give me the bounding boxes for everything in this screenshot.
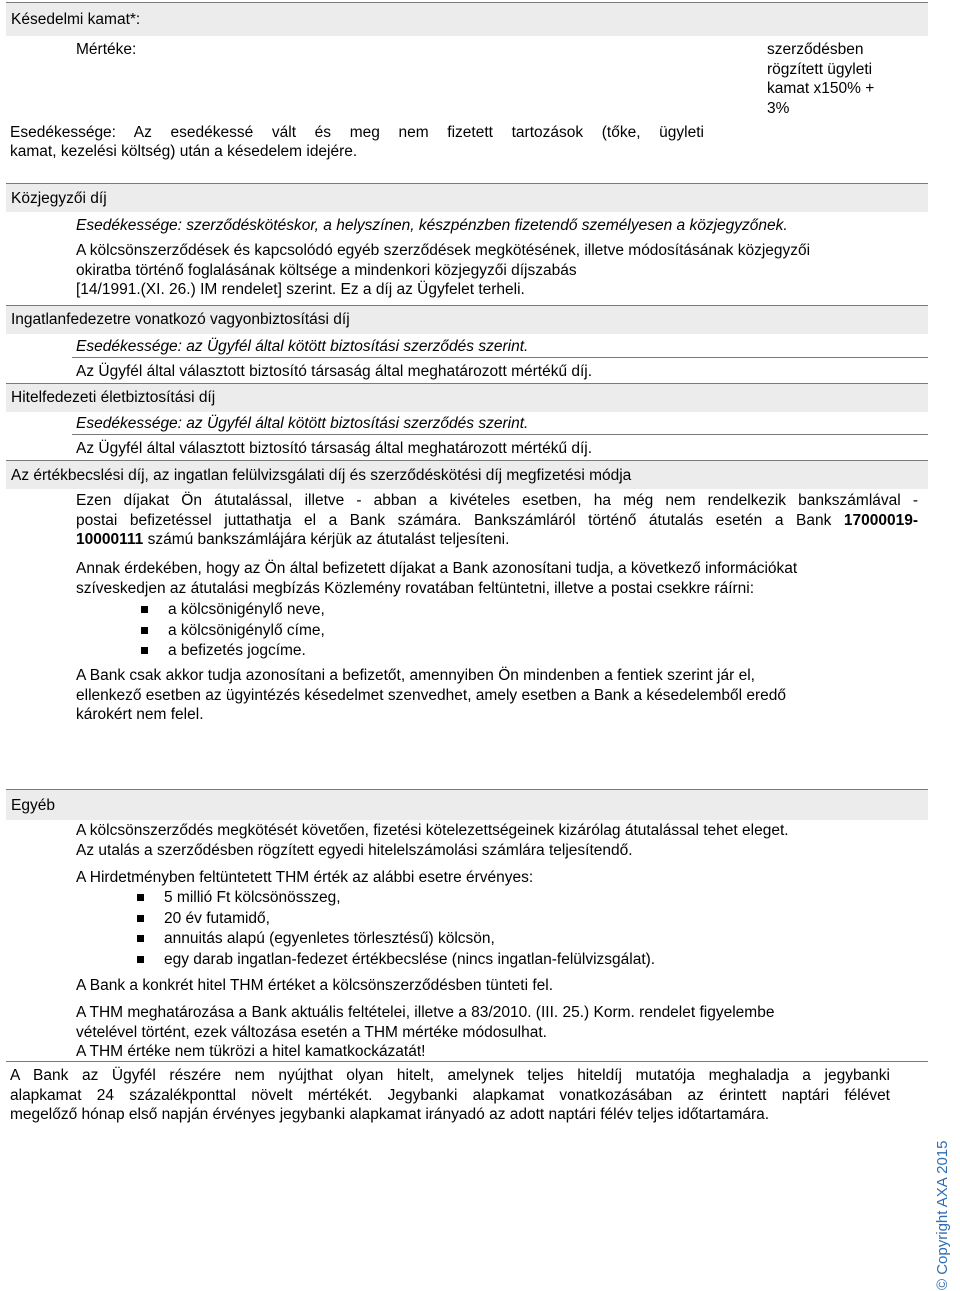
payment-paragraph-3: A Bank csak akkor tudja azonosítani a befizetőt, amennyiben Ön mindenben a fentiek szerint jár el, ellenkező esetben az ügyintézés késedelmet szenvedhet, amely esetben a Bank a késedelemből eredő károkért nem felel. [76, 667, 787, 723]
list-item: 20 év futamidő, [134, 909, 655, 930]
notary-text: A kölcsönszerződések és kapcsolódó egyéb szerződések megkötésének, illetve módosításának közjegyzői okiratba történő foglalásának költsége a mindenkori közjegyzői díjszabás [14/1991.(XI. 26.) IM rendelet] szerint. Ez a díj az Ügyfelet terheli. [76, 242, 811, 298]
payment-paragraph-2: Annak érdekében, hogy az Ön által befizetett díjakat a Bank azonosítani tudja, a következő információkat szíveskedjen az átutalási megbízás Közlemény rovatában feltüntetni, illetve a postai csekkre ráírni: [76, 560, 798, 597]
payment-header [6, 460, 928, 489]
payment-bullet-list [138, 600, 325, 662]
property-insurance-text: Az Ügyfél által választott biztosító társaság által meghatározott mértékű díj. [76, 363, 593, 380]
notary-header [6, 183, 928, 212]
life-insurance-header [6, 383, 928, 412]
late-interest-heading: Késedelmi kamat*: [11, 11, 141, 28]
life-insurance-heading: Hitelfedezeti életbiztosítási díj [11, 389, 216, 406]
copyright-notice: © Copyright AXA 2015 [934, 1140, 951, 1290]
divider [72, 357, 928, 358]
payment-paragraph-1: Ezen díjakat Ön átutalással, illetve - abban a kivételes esetben, ha még nem rendelkezik bankszámlával - postai befizetéssel juttathatja el a Bank számára. Bankszámláról történő átutalás esetén a Bank 17000019- 10000111 számú bankszámlájára kérjük az átutalást teljesíteni. [76, 492, 918, 548]
list-item: 5 millió Ft kölcsönösszeg, [134, 888, 655, 909]
bank-account-part2: 10000111 [76, 531, 144, 548]
other-footer: A Bank az Ügyfél részére nem nyújthat olyan hitelt, amelynek teljes hiteldíj mutatója meghaladja a jegybanki alapkamat 24 százalékponttal növelt mértékét. Jegybanki alapkamat vonatkozásában az érintett naptári félévet megelőző hónap első napján érvényes jegybanki alapkamat irányadó az adott naptári félév teljes időtartamára. [10, 1067, 890, 1123]
bank-account-part1: 17000019- [843, 511, 918, 529]
thm-basis: A THM meghatározása a Bank aktuális feltételei, illetve a 83/2010. (III. 25.) Korm. rendelet figyelembe vételével történt, ezek változása esetén a THM mértéke módosulhat. A THM értéke nem tükrözi a hitel kamatkockázatát! [76, 1004, 775, 1060]
thm-intro: A Hirdetményben feltüntetett THM érték az alábbi esetre érvényes: [76, 869, 534, 886]
thm-contract: A Bank a konkrét hitel THM értéket a kölcsönszerződésben tünteti fel. [76, 977, 554, 994]
late-interest-header [6, 2, 928, 36]
notary-heading: Közjegyzői díj [11, 190, 107, 207]
other-paragraph-1: A kölcsönszerződés megkötését követően, fizetési kötelezettségeinek kizárólag átutalással tehet eleget. Az utalás a szerződésben rögzített egyedi hitelelszámolási számlára teljesítendő. [76, 822, 789, 859]
property-insurance-heading: Ingatlanfedezetre vonatkozó vagyonbiztosítási díj [11, 311, 350, 328]
payment-heading: Az értékbecslési díj, az ingatlan felülvizsgálati díj és szerződéskötési díj megfizetési módja [11, 467, 632, 484]
list-item: annuitás alapú (egyenletes törlesztésű) kölcsön, [134, 929, 655, 950]
other-header [6, 789, 928, 820]
other-heading: Egyéb [11, 797, 55, 814]
divider [6, 1061, 928, 1062]
property-insurance-header [6, 305, 928, 334]
list-item: a befizetés jogcíme. [138, 641, 325, 662]
notary-due: Esedékessége: szerződéskötéskor, a helyszínen, készpénzben fizetendő személyesen a közjegyzőnek. [76, 217, 788, 234]
rate-label: Mértéke: [76, 41, 137, 58]
life-insurance-text: Az Ügyfél által választott biztosító társaság által meghatározott mértékű díj. [76, 440, 593, 457]
list-item: a kölcsönigénylő címe, [138, 621, 325, 642]
list-item: egy darab ingatlan-fedezet értékbecslése (nincs ingatlan-felülvizsgálat). [134, 950, 655, 971]
late-interest-due-line2: kamat, kezelési költség) után a késedelem idejére. [10, 143, 358, 160]
late-interest-due-line1: Esedékessége: Az esedékessé vált és meg nem fizetett tartozások (tőke, ügyleti [10, 124, 704, 141]
life-insurance-due: Esedékessége: az Ügyfél által kötött biztosítási szerződés szerint. [76, 415, 529, 432]
thm-bullet-list [134, 888, 655, 970]
property-insurance-due: Esedékessége: az Ügyfél által kötött biztosítási szerződés szerint. [76, 338, 529, 355]
list-item: a kölcsönigénylő neve, [138, 600, 325, 621]
rate-value: szerződésben rögzített ügyleti kamat x150% + 3% [767, 41, 875, 117]
divider [72, 434, 928, 435]
